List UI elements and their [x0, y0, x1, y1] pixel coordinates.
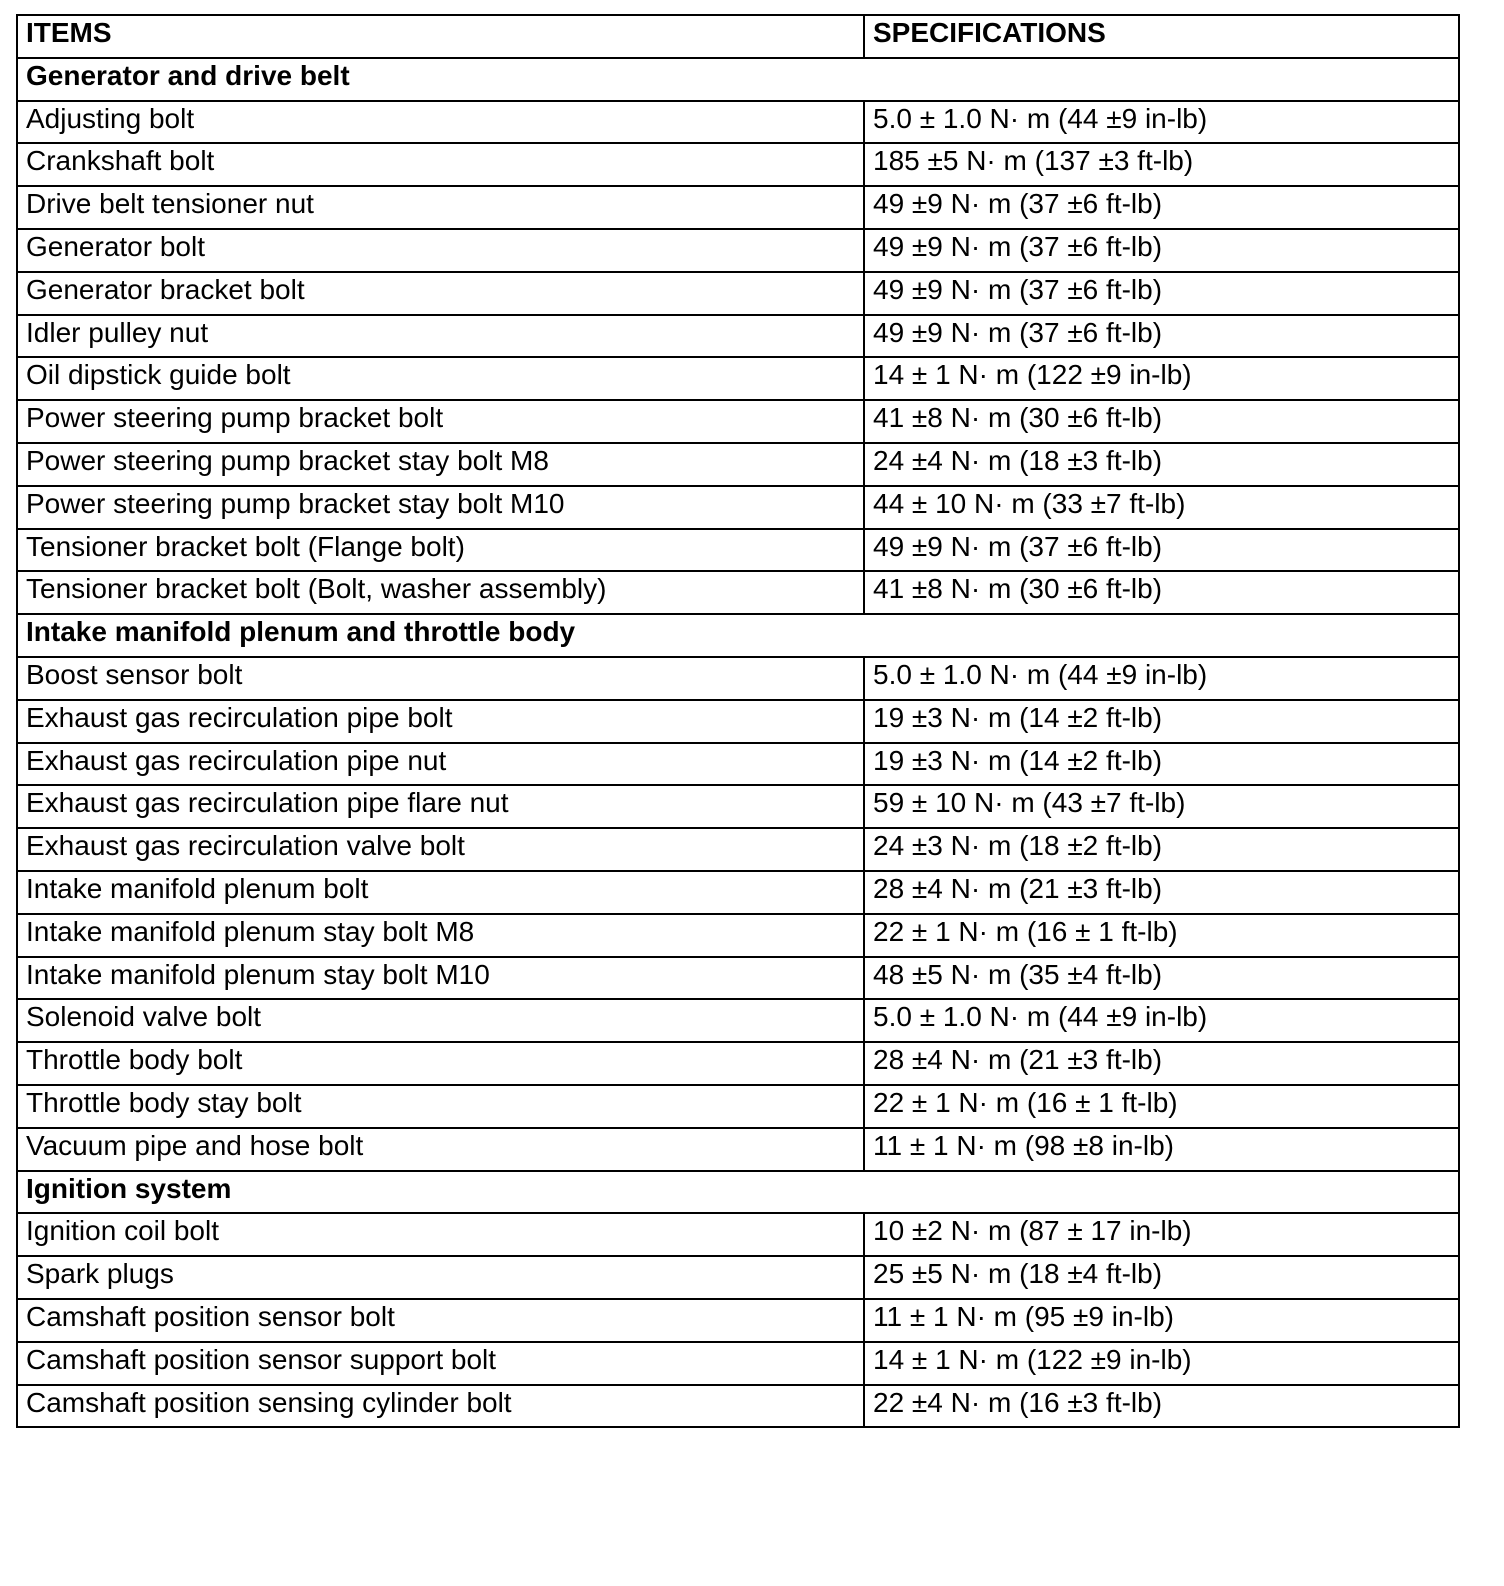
- item-cell: Power steering pump bracket stay bolt M8: [17, 443, 864, 486]
- table-row: [17, 1085, 1459, 1128]
- item-cell: Throttle body bolt: [17, 1042, 864, 1085]
- table-row: [17, 1042, 1459, 1085]
- specification-cell: 11 ± 1 N· m (95 ±9 in-lb): [864, 1299, 1459, 1342]
- table-row: [17, 529, 1459, 572]
- item-cell: Exhaust gas recirculation pipe nut: [17, 743, 864, 786]
- table-row: [17, 486, 1459, 529]
- table-row: [17, 1213, 1459, 1256]
- torque-spec-table: [16, 14, 1460, 1428]
- specification-cell: 5.0 ± 1.0 N· m (44 ±9 in-lb): [864, 101, 1459, 144]
- specification-cell: 5.0 ± 1.0 N· m (44 ±9 in-lb): [864, 999, 1459, 1042]
- table-row: [17, 1128, 1459, 1171]
- item-cell: Generator bolt: [17, 229, 864, 272]
- specification-cell: 48 ±5 N· m (35 ±4 ft-lb): [864, 957, 1459, 1000]
- item-cell: Throttle body stay bolt: [17, 1085, 864, 1128]
- item-cell: Adjusting bolt: [17, 101, 864, 144]
- specification-cell: 41 ±8 N· m (30 ±6 ft-lb): [864, 400, 1459, 443]
- table-row: [17, 229, 1459, 272]
- table-row: [17, 828, 1459, 871]
- specification-cell: 22 ±4 N· m (16 ±3 ft-lb): [864, 1385, 1459, 1428]
- item-cell: Crankshaft bolt: [17, 143, 864, 186]
- item-cell: Spark plugs: [17, 1256, 864, 1299]
- column-header-specifications: SPECIFICATIONS: [864, 15, 1459, 58]
- specification-cell: 185 ±5 N· m (137 ±3 ft-lb): [864, 143, 1459, 186]
- table-row: [17, 1385, 1459, 1428]
- item-cell: Drive belt tensioner nut: [17, 186, 864, 229]
- specification-cell: 24 ±3 N· m (18 ±2 ft-lb): [864, 828, 1459, 871]
- table-row: [17, 272, 1459, 315]
- specification-cell: 10 ±2 N· m (87 ± 17 in-lb): [864, 1213, 1459, 1256]
- item-cell: Exhaust gas recirculation pipe flare nut: [17, 785, 864, 828]
- table-row: [17, 871, 1459, 914]
- item-cell: Oil dipstick guide bolt: [17, 357, 864, 400]
- section-title: Intake manifold plenum and throttle body: [17, 614, 1459, 657]
- item-cell: Power steering pump bracket stay bolt M10: [17, 486, 864, 529]
- specification-cell: 22 ± 1 N· m (16 ± 1 ft-lb): [864, 1085, 1459, 1128]
- item-cell: Vacuum pipe and hose bolt: [17, 1128, 864, 1171]
- table-row: [17, 357, 1459, 400]
- item-cell: Boost sensor bolt: [17, 657, 864, 700]
- specification-cell: 49 ±9 N· m (37 ±6 ft-lb): [864, 315, 1459, 358]
- specification-cell: 19 ±3 N· m (14 ±2 ft-lb): [864, 700, 1459, 743]
- table-header-row: [17, 15, 1459, 58]
- specification-cell: 49 ±9 N· m (37 ±6 ft-lb): [864, 186, 1459, 229]
- specification-cell: 22 ± 1 N· m (16 ± 1 ft-lb): [864, 914, 1459, 957]
- table-row: [17, 101, 1459, 144]
- item-cell: Camshaft position sensing cylinder bolt: [17, 1385, 864, 1428]
- table-row: [17, 957, 1459, 1000]
- specification-cell: 28 ±4 N· m (21 ±3 ft-lb): [864, 871, 1459, 914]
- specification-cell: 44 ± 10 N· m (33 ±7 ft-lb): [864, 486, 1459, 529]
- specification-cell: 49 ±9 N· m (37 ±6 ft-lb): [864, 529, 1459, 572]
- item-cell: Power steering pump bracket bolt: [17, 400, 864, 443]
- specification-cell: 28 ±4 N· m (21 ±3 ft-lb): [864, 1042, 1459, 1085]
- section-header-row: [17, 58, 1459, 101]
- item-cell: Idler pulley nut: [17, 315, 864, 358]
- table-row: [17, 315, 1459, 358]
- table-body: [17, 58, 1459, 1428]
- section-header-row: [17, 614, 1459, 657]
- table-row: [17, 657, 1459, 700]
- specification-cell: 41 ±8 N· m (30 ±6 ft-lb): [864, 571, 1459, 614]
- table-row: [17, 400, 1459, 443]
- table-row: [17, 1299, 1459, 1342]
- item-cell: Exhaust gas recirculation valve bolt: [17, 828, 864, 871]
- item-cell: Intake manifold plenum stay bolt M10: [17, 957, 864, 1000]
- section-title: Generator and drive belt: [17, 58, 1459, 101]
- table-row: [17, 914, 1459, 957]
- table-row: [17, 743, 1459, 786]
- item-cell: Generator bracket bolt: [17, 272, 864, 315]
- specification-cell: 14 ± 1 N· m (122 ±9 in-lb): [864, 357, 1459, 400]
- specification-cell: 14 ± 1 N· m (122 ±9 in-lb): [864, 1342, 1459, 1385]
- item-cell: Tensioner bracket bolt (Bolt, washer assembly): [17, 571, 864, 614]
- specification-cell: 5.0 ± 1.0 N· m (44 ±9 in-lb): [864, 657, 1459, 700]
- item-cell: Ignition coil bolt: [17, 1213, 864, 1256]
- item-cell: Tensioner bracket bolt (Flange bolt): [17, 529, 864, 572]
- section-header-row: [17, 1171, 1459, 1214]
- table-row: [17, 1342, 1459, 1385]
- specification-cell: 49 ±9 N· m (37 ±6 ft-lb): [864, 272, 1459, 315]
- table-row: [17, 443, 1459, 486]
- table-row: [17, 1256, 1459, 1299]
- table-row: [17, 186, 1459, 229]
- table-row: [17, 571, 1459, 614]
- table-row: [17, 143, 1459, 186]
- column-header-items: ITEMS: [17, 15, 864, 58]
- table-row: [17, 700, 1459, 743]
- specification-cell: 19 ±3 N· m (14 ±2 ft-lb): [864, 743, 1459, 786]
- item-cell: Camshaft position sensor bolt: [17, 1299, 864, 1342]
- specification-cell: 25 ±5 N· m (18 ±4 ft-lb): [864, 1256, 1459, 1299]
- specification-cell: 59 ± 10 N· m (43 ±7 ft-lb): [864, 785, 1459, 828]
- table-row: [17, 785, 1459, 828]
- specification-cell: 49 ±9 N· m (37 ±6 ft-lb): [864, 229, 1459, 272]
- specification-cell: 11 ± 1 N· m (98 ±8 in-lb): [864, 1128, 1459, 1171]
- table-row: [17, 999, 1459, 1042]
- section-title: Ignition system: [17, 1171, 1459, 1214]
- item-cell: Intake manifold plenum stay bolt M8: [17, 914, 864, 957]
- item-cell: Exhaust gas recirculation pipe bolt: [17, 700, 864, 743]
- item-cell: Intake manifold plenum bolt: [17, 871, 864, 914]
- item-cell: Solenoid valve bolt: [17, 999, 864, 1042]
- specification-cell: 24 ±4 N· m (18 ±3 ft-lb): [864, 443, 1459, 486]
- item-cell: Camshaft position sensor support bolt: [17, 1342, 864, 1385]
